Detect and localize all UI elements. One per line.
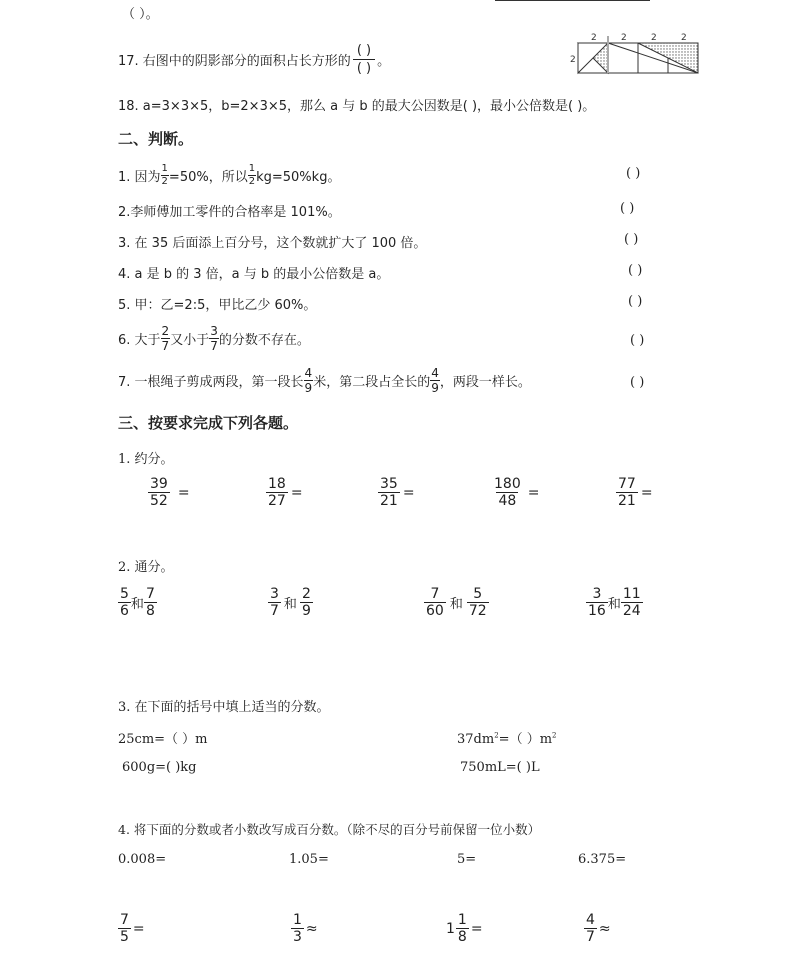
fraction: $\frac{7}{8}$ [145,586,155,619]
unit-conversion-4: 750mL=( )L [460,760,540,775]
reduce-fraction-4 [492,476,539,509]
question-18: 18. a=3×3×5，b=2×3×5，那么 a 与 b 的最大公因数是( )，最小公倍数是( )。 [118,99,596,114]
answer-denominator: ( ) [353,59,375,75]
common-denominator-1 [118,586,157,619]
decimal-to-percent-2: 1.05= [289,852,329,867]
equals-sign: = [177,484,190,501]
fraction: $\frac{2}{7}$ [161,324,170,353]
superscript: 2 [552,731,557,740]
fraction-to-percent-3 [446,912,483,945]
approx-sign: ≈ [305,920,318,937]
item-text: kg=50%kg。 [256,170,341,185]
fraction: $\frac{4}{9}$ [431,366,439,395]
equals-sign: = [470,920,483,937]
unit-text: =（ ）m [498,732,553,747]
figure-side-label: 2 [570,55,576,65]
judge-answer-blank[interactable]: ( ) [626,166,641,181]
fraction: $\frac{1}{3}$ [293,912,302,945]
judge-answer-blank[interactable]: ( ) [628,294,643,309]
fraction: $\frac{18}{27}$ [268,476,286,509]
judge-item-5: 5. 甲：乙=2:5，甲比乙少 60%。 [118,298,317,313]
unit-conversion-2 [457,728,557,747]
judge-item-1 [118,164,340,187]
item-text: 米，第二段占全长的 [313,375,431,390]
fraction: $\frac{5}{72}$ [468,586,487,619]
item-text: 又小于 [170,333,210,348]
item-text: 1. 因为 [118,170,161,185]
judge-item-4: 4. a 是 b 的 3 倍，a 与 b 的最小公倍数是 a。 [118,267,390,282]
part-4-label: 4. 将下面的分数或者小数改写成百分数。（除不尽的百分号前保留一位小数） [118,822,541,837]
item-text: 7. 一根绳子剪成两段，第一段长 [118,375,304,390]
fraction: $\frac{39}{52}$ [150,476,168,509]
figure-top-label: 2 [621,33,627,43]
approx-sign: ≈ [598,920,611,937]
item-text: 6. 大于 [118,333,161,348]
fraction: $\frac{3}{7}$ [270,586,279,619]
judge-item-2: 2.李师傅加工零件的合格率是 101%。 [118,205,341,220]
fraction: $\frac{7}{60}$ [426,586,444,619]
fraction: $\frac{77}{21}$ [618,476,636,509]
judge-answer-blank[interactable]: ( ) [628,263,643,278]
item-text: 的分数不存在。 [218,333,310,348]
reduce-fraction-2 [266,476,303,509]
unit-conversion-1: 25cm=（ ）m [118,732,208,747]
part-2-label: 2. 通分。 [118,560,174,575]
fraction: $\frac{4}{7}$ [586,912,595,945]
fraction: $\frac{3}{16}$ [588,586,606,619]
section-3-title: 三、按要求完成下列各题。 [118,414,299,432]
judge-answer-blank[interactable]: ( ) [624,232,639,247]
fraction: $\frac{2}{9}$ [301,586,311,619]
and-text: 和 [449,597,463,612]
decimal-to-percent-3: 5= [457,852,477,867]
fraction-to-percent-1 [118,912,145,945]
unit-conversion-3: 600g=( )kg [122,760,197,775]
figure-top-label: 2 [651,33,657,43]
fraction-to-percent-2 [291,912,318,945]
question-17-text: 17. 右图中的阴影部分的面积占长方形的 [118,54,351,69]
part-3-label: 3. 在下面的括号中填上适当的分数。 [118,700,330,715]
decimal-to-percent-4: 6.375= [578,852,627,867]
judge-answer-blank[interactable]: ( ) [630,333,645,348]
part-1-label: 1. 约分。 [118,452,174,467]
fraction: $\frac{180}{48}$ [494,476,521,509]
fraction: $\frac{3}{7}$ [210,324,218,353]
figure-top-label: 2 [591,33,597,43]
judge-answer-blank[interactable]: ( ) [620,201,635,216]
fraction: $\frac{35}{21}$ [380,476,398,509]
top-rule [495,0,650,1]
and-text: 和 [130,597,144,612]
and-text: 和 [607,597,621,612]
fraction-to-percent-4 [584,912,611,945]
fraction: $\frac{1}{2}$ [161,163,168,187]
figure-top-label: 2 [681,33,687,43]
fraction: $\frac{1}{2}$ [248,163,256,187]
item-text: ，两段一样长。 [439,375,531,390]
and-text: 和 [283,597,297,612]
item-text: =50%，所以 [168,170,248,185]
unit-text: 37dm [457,732,495,747]
equals-sign: = [290,484,303,501]
fraction: $\frac{7}{5}$ [120,912,129,945]
answer-numerator: ( ) [356,43,372,58]
reduce-fraction-3 [378,476,415,509]
rectangle-shaded-figure [570,30,702,75]
equals-sign: = [402,484,415,501]
fraction: $\frac{11}{24}$ [622,586,641,619]
fraction: $\frac{4}{9}$ [304,366,313,395]
judge-answer-blank[interactable]: ( ) [630,375,645,390]
superscript: 2 [494,731,499,740]
decimal-to-percent-1: 0.008= [118,852,167,867]
section-2-title: 二、判断。 [118,130,194,148]
equals-sign: = [132,920,145,937]
previous-question-answer-blank: （ ）。 [122,7,159,22]
fraction: $\frac{5}{6}$ [120,586,129,619]
whole-number: 1 [446,920,455,937]
common-denominator-4 [586,586,643,619]
equals-sign: = [527,484,540,501]
judge-item-6 [118,325,310,352]
judge-item-3: 3. 在 35 后面添上百分号，这个数就扩大了 100 倍。 [118,236,427,251]
question-17-answer-fraction [353,44,375,75]
reduce-fraction-5 [616,476,653,509]
fraction: $\frac{1}{8}$ [457,912,467,945]
reduce-fraction-1 [148,476,190,509]
question-17-end: 。 [377,54,391,69]
judge-item-7 [118,367,531,394]
common-denominator-3 [424,586,489,619]
equals-sign: = [640,484,653,501]
question-17 [118,44,390,75]
common-denominator-2 [268,586,313,619]
